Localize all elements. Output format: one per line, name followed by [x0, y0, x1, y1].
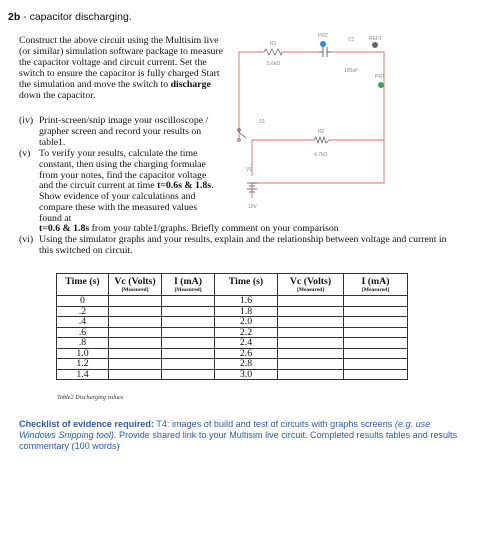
question-item-iv	[19, 116, 459, 149]
question-text-a: To verify your results, calculate the time constant, then using the charging formulae from your notes, find the capacitor voltage and the circuit current at time	[39, 147, 207, 192]
table-cell[interactable]	[109, 348, 162, 359]
table-cell[interactable]	[344, 296, 408, 307]
table-cell[interactable]	[109, 369, 162, 380]
r2-label: R2	[318, 129, 325, 135]
intro-bold-text: discharge	[170, 78, 211, 90]
table-cell[interactable]	[162, 327, 215, 338]
table-cell[interactable]	[344, 338, 408, 349]
table-row	[57, 327, 408, 338]
question-text: Using the simulator graphs and your results, explain and the relationship between voltage and current in this switched on circuit.	[39, 233, 447, 256]
table-header-row	[57, 274, 408, 296]
section-heading	[8, 11, 132, 23]
table-row	[57, 317, 408, 328]
question-bold-b: t=0.6 & 1.8s	[39, 223, 90, 235]
v1-value: 10V	[248, 204, 257, 210]
column-header-label: Vc (Volts)	[114, 276, 156, 287]
r1-resistor	[264, 49, 282, 55]
table-cell[interactable]	[278, 348, 344, 359]
table-cell[interactable]: 1.8	[215, 306, 278, 317]
table-cell[interactable]	[109, 317, 162, 328]
table-cell[interactable]: 3.0	[215, 369, 278, 380]
question-text-c: from your table1/graphs. Briefly comment on your comparison	[89, 223, 339, 235]
question-item-v	[19, 149, 459, 225]
table-body	[57, 296, 408, 380]
table-cell[interactable]	[344, 327, 408, 338]
question-number: (v)	[19, 147, 31, 159]
table-row	[57, 338, 408, 349]
s1-label: S1	[259, 119, 266, 125]
question-list	[19, 116, 459, 257]
table-cell[interactable]: 2.8	[215, 359, 278, 370]
table-cell[interactable]	[162, 296, 215, 307]
results-table	[56, 273, 408, 380]
table-cell[interactable]	[162, 369, 215, 380]
column-header-label: Time (s)	[228, 276, 264, 287]
pr2-label: PR2	[318, 33, 328, 39]
table-cell[interactable]	[109, 296, 162, 307]
probe-pr1-icon	[378, 82, 384, 88]
checklist-italic: (e.g. use Windows Snipping tool).	[19, 419, 431, 441]
table-cell[interactable]: .4	[57, 317, 109, 328]
pr1-label: PR1	[375, 74, 385, 80]
table-row	[57, 296, 408, 307]
v1-label: V1	[246, 167, 253, 173]
table-row	[57, 359, 408, 370]
table-cell[interactable]	[109, 306, 162, 317]
question-text-b: . Show evidence of your calculations and compare these with the measured values found at	[39, 180, 214, 225]
column-header-sublabel: [Measured]	[361, 287, 390, 293]
column-header	[162, 274, 215, 296]
section-number: 2b	[8, 11, 21, 23]
column-header-label: I (mA)	[361, 276, 390, 287]
checklist-text: T4: images of build and test of circuits with graphs screens	[153, 419, 395, 429]
table-cell[interactable]: 2.0	[215, 317, 278, 328]
table-cell[interactable]	[162, 359, 215, 370]
table-cell[interactable]	[162, 348, 215, 359]
table-cell[interactable]	[278, 359, 344, 370]
table-cell[interactable]: 2.4	[215, 338, 278, 349]
column-header	[344, 274, 408, 296]
table-cell[interactable]	[162, 306, 215, 317]
table-cell[interactable]: 1.6	[215, 296, 278, 307]
table-row	[57, 348, 408, 359]
table-cell[interactable]	[278, 317, 344, 328]
r2-value: 4.7kΩ	[314, 152, 328, 158]
table-cell[interactable]: .2	[57, 306, 109, 317]
column-header	[109, 274, 162, 296]
intro-text: Construct the above circuit using the Multisim live (or similar) simulation software package to measure the capacitor voltage and circuit current. Set the switch to ensure the capacitor is fully charged Start the simulation and move the switch to	[19, 35, 224, 90]
ref1-label: REF1	[369, 36, 382, 42]
table-caption: Table2 Discharging values	[57, 394, 124, 401]
table-cell[interactable]: 1.2	[57, 359, 109, 370]
c1-value: 100uF	[344, 68, 359, 74]
table-cell[interactable]	[278, 306, 344, 317]
question-number: (iv)	[19, 115, 34, 126]
checklist-paragraph	[19, 419, 464, 453]
question-bold-a: t=0.6s & 1.8s	[157, 180, 212, 192]
question-item-vi	[19, 235, 459, 257]
question-text: Print-screen/snip image your oscilloscope / grapher screen and record your results on table1.	[39, 115, 209, 148]
table-cell[interactable]	[344, 317, 408, 328]
column-header-sublabel: [Measured]	[296, 287, 325, 293]
table-cell[interactable]	[344, 306, 408, 317]
table-cell[interactable]	[278, 296, 344, 307]
r1-label: R1	[270, 41, 277, 47]
column-header-label: Time (s)	[65, 276, 100, 287]
column-header	[57, 274, 109, 296]
section-title: - capacitor discharging.	[20, 11, 132, 23]
table-cell[interactable]	[344, 369, 408, 380]
table-cell[interactable]: 2.6	[215, 348, 278, 359]
table-cell[interactable]: 1.4	[57, 369, 109, 380]
capacitor-c1	[319, 47, 331, 57]
table-cell[interactable]: 2.2	[215, 327, 278, 338]
column-header-sublabel: [Measured]	[174, 287, 202, 293]
table-cell[interactable]	[278, 327, 344, 338]
table-row	[57, 369, 408, 380]
r1-value: 5.6kΩ	[267, 61, 281, 67]
column-header	[278, 274, 344, 296]
table-cell[interactable]	[162, 317, 215, 328]
column-header	[215, 274, 278, 296]
table-cell[interactable]: .6	[57, 327, 109, 338]
table-cell[interactable]: 0	[57, 296, 109, 307]
column-header-sublabel: [Measured]	[121, 287, 149, 293]
probe-ref1-icon	[372, 42, 378, 48]
intro-end-text: down the capacitor.	[19, 89, 96, 101]
table-cell[interactable]	[278, 369, 344, 380]
c1-label: C1	[348, 37, 355, 43]
column-header-label: I (mA)	[173, 276, 203, 287]
table-cell[interactable]	[109, 327, 162, 338]
table-cell[interactable]	[344, 359, 408, 370]
table-cell[interactable]	[109, 338, 162, 349]
table-cell[interactable]	[278, 338, 344, 349]
table-cell[interactable]	[162, 338, 215, 349]
probe-pr2-icon	[320, 41, 326, 47]
table-cell[interactable]	[344, 348, 408, 359]
column-header-label: Vc (Volts)	[289, 276, 332, 287]
table-cell[interactable]	[109, 359, 162, 370]
question-text-v-part1	[39, 149, 219, 225]
intro-paragraph	[19, 36, 224, 101]
table-cell[interactable]: .8	[57, 338, 109, 349]
table-cell[interactable]: 1.0	[57, 348, 109, 359]
checklist-bold: Checklist of evidence required:	[19, 419, 154, 429]
question-number: (vi)	[19, 233, 34, 245]
checklist-text2: Provide shared link to your Multisim live circuit. Completed results tables and results commentary (100 words)	[19, 430, 458, 452]
table-row	[57, 306, 408, 317]
